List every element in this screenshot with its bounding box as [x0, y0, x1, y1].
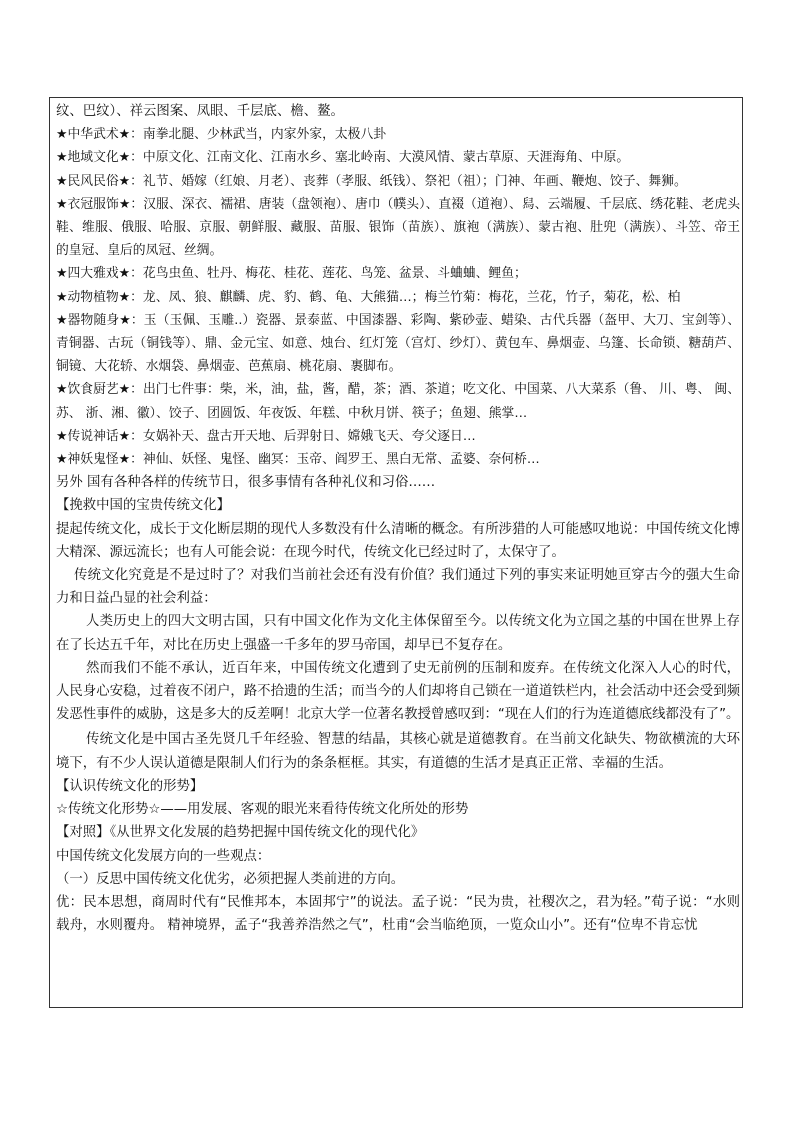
- list-item-spirits: ★神妖鬼怪★：神仙、妖怪、鬼怪、幽冥：玉帝、阎罗王、黑白无常、孟婆、奈何桥…: [56, 452, 540, 468]
- paragraph-intro: 提起传统文化，成长于文化断层期的现代人多数没有什么清晰的概念。有所涉猎的人可能感叹地说：中国传统文化博大精深、源远流长；也有人可能会说：在现今时代，传统文化已经过时了，太保守了。: [56, 521, 740, 560]
- list-item-costume: ★衣冠服饰★：汉服、深衣、襦裙、唐装（盘领袍）、唐巾（幞头）、直裰（道袍）、舄、云端履、千层底、绣花鞋、老虎头鞋、维服、俄服、哈服、京服、朝鲜服、藏服、苗服、银饰（苗族）、旗袍（满族）、蒙古袍、肚兜（满族）、斗笠、帝王的皇冠、皇后的凤冠、丝绸。: [56, 196, 740, 259]
- paragraph-civilizations: 人类历史上的四大文明古国，只有中国文化作为文化主体保留至今。以传统文化为立国之基的中国在世界上存在了长达五千年，对比在历史上强盛一千多年的罗马帝国，却早已不复存在。: [56, 614, 740, 653]
- document-body: [56, 100, 740, 937]
- list-item-legends: ★传说神话★：女娲补天、盘古开天地、后羿射日、嫦娥飞天、夸父逐日…: [56, 428, 476, 444]
- list-item-animals-plants: ★动物植物★：龙、凤、狼、麒麟、虎、豹、鹤、龟、大熊猫…；梅兰竹菊：梅花，兰花，竹子，菊花，松、柏: [56, 289, 681, 305]
- paragraph-morality: 传统文化是中国古圣先贤几千年经验、智慧的结晶，其核心就是道德教育。在当前文化缺失、物欲横流的大环境下，有不少人误认道德是限制人们行为的条条框框。其实，有道德的生活才是真正正常、幸福的生活。: [56, 732, 740, 771]
- paragraph-merits: 优：民本思想，商周时代有“民惟邦本，本固邦宁”的说法。孟子说：“民为贵，社稷次之，君为轻。”荀子说：“水则载舟，水则覆舟。 精神境界，孟子“我善养浩然之气”，杜甫“会当临绝顶，一览众山小”。还有“位卑不肯忘忧: [56, 894, 740, 934]
- list-item-artifacts: ★器物随身★：玉（玉佩、玉雕..）瓷器、景泰蓝、中国漆器、彩陶、紫砂壶、蜡染、古代兵器（盔甲、大刀、宝剑等）、青铜器、古玩（铜钱等）、鼎、金元宝、如意、烛台、红灯笼（宫灯、纱灯）、黄包车、鼻烟壶、乌篷、长命锁、糖葫芦、铜镜、大花轿、水烟袋、鼻烟壶、芭蕉扇、桃花扇、裹脚布。: [56, 312, 740, 375]
- section-heading-situation: 【认识传统文化的形势】: [56, 778, 204, 794]
- list-item-folk-customs: ★民风民俗★：礼节、婚嫁（红娘、月老）、丧葬（孝服、纸钱）、祭祀（祖）；门神、年画、鞭炮、饺子、舞狮。: [56, 173, 687, 189]
- list-continuation: 纹、巴纹）、祥云图案、凤眼、千层底、檐、鳌。: [56, 104, 344, 119]
- list-item-four-elegant-games: ★四大雅戏★：花鸟虫鱼、牡丹、梅花、桂花、莲花、鸟笼、盆景、斗蛐蛐、鲤鱼；: [56, 266, 527, 282]
- list-item-cuisine: ★饮食厨艺★：出门七件事：柴，米，油，盐，酱，醋，茶；酒、茶道；吃文化、中国菜、八大菜系（鲁、 川、粤、 闽、 苏、 浙、湘、徽）、饺子、团圆饭、年夜饭、年糕、中秋月饼、筷子；鱼翅、熊掌…: [56, 382, 740, 421]
- section-heading-rescue: 【挽救中国的宝贵传统文化】: [56, 498, 231, 514]
- situation-note: ☆传统文化形势☆——用发展、客观的眼光来看待传统文化所处的形势: [56, 802, 469, 818]
- section-heading-compare: 【对照】《从世界文化发展的趋势把握中国传统文化的现代化》: [56, 825, 425, 841]
- list-item-regional-culture: ★地域文化★：中原文化、江南文化、江南水乡、塞北岭南、大漠风情、蒙古草原、天涯海角、中原。: [56, 150, 630, 166]
- paragraph-question: 传统文化究竟是不是过时了？对我们当前社会还有没有价值？我们通过下列的事实来证明她亘穿古今的强大生命力和日益凸显的社会利益：: [56, 568, 740, 607]
- viewpoint-one: （一）反思中国传统文化优劣，必须把握人类前进的方向。: [56, 871, 405, 887]
- viewpoints-heading: 中国传统文化发展方向的一些观点：: [56, 848, 271, 864]
- list-item-martial-arts: ★中华武术★：南拳北腿、少林武当，内家外家，太极八卦: [56, 127, 387, 143]
- paragraph-suppression: 然而我们不能不承认，近百年来，中国传统文化遭到了史无前例的压制和废弃。在传统文化深入人心的时代，人民身心安稳，过着夜不闭户，路不拾遗的生活；而当今的人们却将自己锁在一道道铁栏内，社会活动中还会受到频发恶性事件的威胁，这是多大的反差啊！北京大学一位著名教授曾感叹到：“现在人们的行为连道德底线都没有了”。: [56, 660, 740, 723]
- festivals-note: 另外 国有各种各样的传统节日，很多事情有各种礼仪和习俗……: [56, 475, 436, 491]
